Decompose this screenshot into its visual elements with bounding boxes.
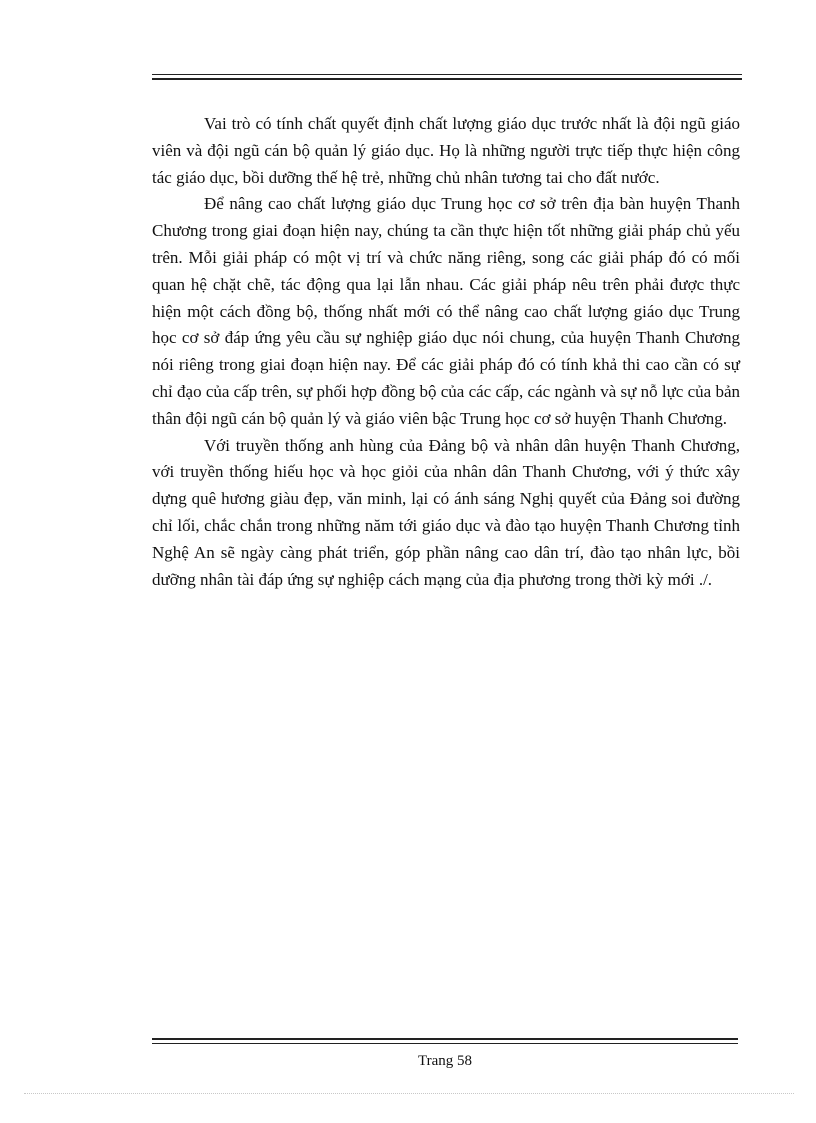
page-number: Trang 58 [417, 1053, 473, 1069]
bottom-dotted-border [24, 1093, 794, 1094]
paragraph-2: Để nâng cao chất lượng giáo dục Trung học cơ sở trên địa bàn huyện Thanh Chương trong giai đoạn hiện nay, chúng ta cần thực hiện tốt những giải pháp chủ yếu trên. Mỗi giải pháp có một vị trí và chức năng riêng, song các giải pháp đó có mối quan hệ chặt chẽ, tác động qua lại lẫn nhau. Các giải pháp nêu trên phải được thực hiện một cách đồng bộ, thống nhất mới có thể nâng cao chất lượng giáo dục Trung học cơ sở đáp ứng yêu cầu sự nghiệp giáo dục nói chung, của huyện Thanh Chương nói riêng trong giai đoạn hiện nay. Để các giải pháp đó có tính khả thi cao cần có sự chỉ đạo của cấp trên, sự phối hợp đồng bộ của các cấp, các ngành và sự nỗ lực của bản thân đội ngũ cán bộ quản lý và giáo viên bậc Trung học cơ sở huyện Thanh Chương. [152, 194, 740, 428]
body-text [152, 111, 740, 593]
paragraph-1: Vai trò có tính chất quyết định chất lượng giáo dục trước nhất là đội ngũ giáo viên và đội ngũ cán bộ quản lý giáo dục. Họ là những người trực tiếp thực hiện công tác giáo dục, bồi dưỡng thế hệ trẻ, những chủ nhân tương tai cho đất nước. [152, 114, 740, 187]
footer-double-rule [152, 1038, 738, 1044]
header-double-rule [152, 74, 742, 80]
paragraph-3: Với truyền thống anh hùng của Đảng bộ và nhân dân huyện Thanh Chương, với truyền thống hiếu học và học giỏi của nhân dân Thanh Chương, với ý thức xây dựng quê hương giàu đẹp, văn minh, lại có ánh sáng Nghị quyết của Đảng soi đường chỉ lối, chắc chắn trong những năm tới giáo dục và đào tạo huyện Thanh Chương tỉnh Nghệ An sẽ ngày càng phát triển, góp phần nâng cao dân trí, đào tạo nhân lực, bồi dưỡng nhân tài đáp ứng sự nghiệp cách mạng của địa phương trong thời kỳ mới ./. [152, 435, 740, 589]
